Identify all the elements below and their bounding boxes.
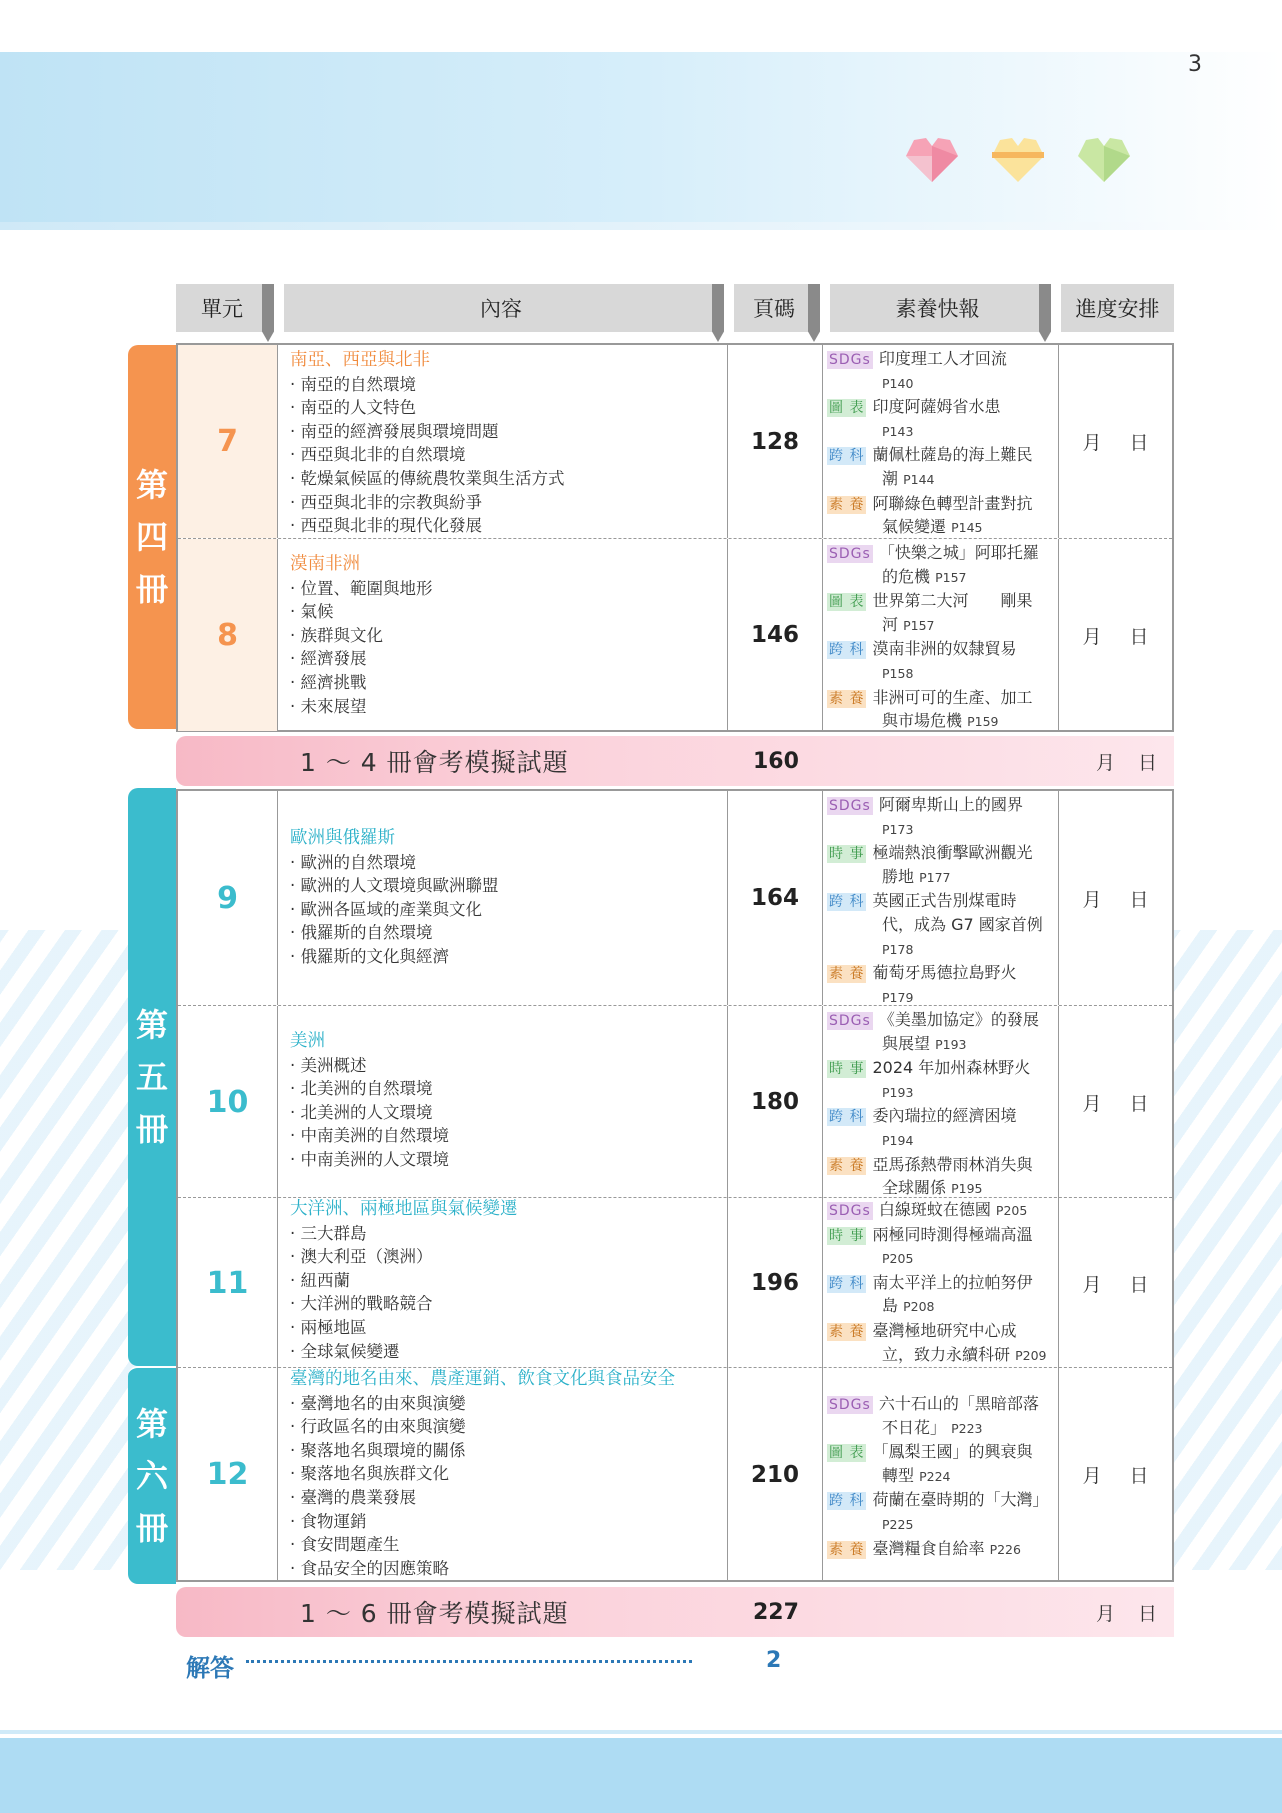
- header-unit: 單元: [176, 284, 268, 332]
- tag-chart: 圖 表: [829, 400, 865, 417]
- toc-table-volume-five-six: [176, 789, 1174, 1582]
- progress-cell[interactable]: 月 日: [1082, 432, 1149, 454]
- unit-number: 12: [178, 1368, 278, 1581]
- page-ref: 180: [728, 1006, 823, 1198]
- answer-page[interactable]: 2: [766, 1648, 782, 1673]
- page-ref: 164: [728, 791, 823, 1005]
- list-item: · 南亞的自然環境: [290, 373, 727, 397]
- list-item: · 食品安全的因應策略: [290, 1557, 727, 1581]
- header-band-line: [0, 222, 1282, 230]
- volume-char: 第: [135, 466, 168, 504]
- news-list: SDGs 阿爾卑斯山上的國界 P173 時 事 極端熱浪衝擊歐洲觀光 勝地 P177 跨 科 英國正式告別煤電時 代，成為 G7 國家首例 P178 素 養 葡萄牙馬德拉島野火 P179: [823, 791, 1059, 1005]
- list-item: · 聚落地名與族群文化: [290, 1462, 727, 1486]
- unit-content: [278, 1006, 728, 1198]
- progress-cell[interactable]: 月 日: [1082, 1465, 1149, 1487]
- list-item: · 西亞與北非的自然環境: [290, 443, 727, 467]
- answer-label[interactable]: 解答: [186, 1654, 234, 1682]
- list-item: · 經濟挑戰: [290, 671, 727, 695]
- list-item: · 行政區名的由來與演變: [290, 1415, 727, 1439]
- list-item: · 南亞的人文特色: [290, 396, 727, 420]
- volume-char: 四: [135, 518, 168, 556]
- unit-number: 8: [178, 539, 278, 731]
- unit-content: [278, 345, 728, 538]
- progress-cell[interactable]: 月 日: [1082, 625, 1149, 648]
- tag-cross: 跨 科: [829, 448, 865, 465]
- list-item: · 歐洲各區域的產業與文化: [290, 898, 727, 922]
- list-item: · 兩極地區: [290, 1316, 727, 1340]
- news-list: SDGs 印度理工人才回流 P140 圖 表 印度阿薩姆省水患 P143 跨 科 蘭佩杜薩島的海上難民 潮 P144 素 養 阿聯綠色轉型計畫對抗 氣候變遷 P145: [823, 345, 1059, 538]
- exam-page: 160: [753, 748, 799, 774]
- unit-title: 美洲: [290, 1031, 325, 1051]
- volume-char: 五: [135, 1058, 168, 1096]
- header-news: 素養快報: [830, 284, 1045, 332]
- green-heart-icon: [1078, 138, 1130, 182]
- list-item: · 俄羅斯的自然環境: [290, 921, 727, 945]
- unit-content: [278, 539, 728, 731]
- answer-leader-dots: [246, 1660, 692, 1663]
- list-item: · 俄羅斯的文化與經濟: [290, 945, 727, 969]
- list-item: · 歐洲的人文環境與歐洲聯盟: [290, 874, 727, 898]
- pink-heart-icon: [906, 138, 958, 182]
- unit-number: 9: [178, 791, 278, 1005]
- progress-cell[interactable]: 月 日: [1082, 1092, 1149, 1115]
- tag-literacy: 素 養: [829, 496, 865, 513]
- unit-title: 南亞、西亞與北非: [290, 350, 430, 370]
- page-ref: 210: [728, 1368, 823, 1581]
- unit-content: [278, 1198, 728, 1368]
- mock-exam-bar-1: 1 ～ 4 冊會考模擬試題 160 月 日: [176, 736, 1174, 786]
- list-item: · 乾燥氣候區的傳統農牧業與生活方式: [290, 467, 727, 491]
- page-ref: 146: [728, 539, 823, 731]
- list-item: · 位置、範圍與地形: [290, 577, 727, 601]
- progress-cell[interactable]: 月 日: [1082, 1273, 1149, 1296]
- header-progress: 進度安排: [1061, 284, 1174, 332]
- list-item: · 北美洲的自然環境: [290, 1077, 727, 1101]
- list-item: · 聚落地名與環境的關係: [290, 1439, 727, 1463]
- list-item: · 未來展望: [290, 695, 727, 719]
- volume-char: 第: [135, 1405, 168, 1443]
- list-item: · 經濟發展: [290, 647, 727, 671]
- list-item: · 中南美洲的人文環境: [290, 1148, 727, 1172]
- list-item: · 氣候: [290, 600, 727, 624]
- list-item: · 西亞與北非的宗教與紛爭: [290, 491, 727, 515]
- list-item: · 南亞的經濟發展與環境問題: [290, 420, 727, 444]
- table-row: [178, 1005, 1172, 1198]
- list-item: · 三大群島: [290, 1222, 727, 1246]
- volume-four-tab: [128, 345, 176, 729]
- list-item: · 北美洲的人文環境: [290, 1101, 727, 1125]
- list-item: · 澳大利亞（澳洲）: [290, 1245, 727, 1269]
- volume-char: 第: [135, 1006, 168, 1044]
- unit-title: 歐洲與俄羅斯: [290, 828, 395, 848]
- volume-five-tab: [128, 788, 176, 1366]
- header-content: 內容: [284, 284, 718, 332]
- table-row: [178, 1197, 1172, 1368]
- table-row: [178, 791, 1172, 1005]
- exam-title: 1 ～ 6 冊會考模擬試題: [300, 1599, 569, 1628]
- footer-band: [0, 1738, 1282, 1813]
- list-item: · 食物運銷: [290, 1510, 727, 1534]
- page-ref: 196: [728, 1198, 823, 1368]
- progress-cell[interactable]: 月 日: [1082, 888, 1149, 911]
- unit-content: [278, 791, 728, 1005]
- unit-number: 10: [178, 1006, 278, 1198]
- unit-content: [278, 1368, 728, 1581]
- unit-title: 臺灣的地名由來、農產運銷、飲食文化與食品安全: [290, 1369, 675, 1389]
- list-item: · 西亞與北非的現代化發展: [290, 514, 727, 538]
- volume-char: 冊: [135, 1509, 168, 1547]
- hearts-decoration: [900, 130, 1140, 190]
- unit-number: 11: [178, 1198, 278, 1368]
- unit-number: 7: [178, 345, 278, 538]
- news-list: SDGs 《美墨加協定》的發展 與展望 P193 時 事 2024 年加州森林野火 P193 跨 科 委內瑞拉的經濟困境 P194 素 養 亞馬孫熱帶雨林消失與 全球關係 P195: [823, 1006, 1059, 1198]
- page-number: 3: [1188, 52, 1202, 77]
- list-item: · 臺灣的農業發展: [290, 1486, 727, 1510]
- list-item: · 歐洲的自然環境: [290, 851, 727, 875]
- yellow-heart-icon: [992, 138, 1044, 182]
- page-ref: 128: [728, 345, 823, 538]
- list-item: · 食安問題產生: [290, 1533, 727, 1557]
- news-list: SDGs 白線斑蚊在德國 P205 時 事 兩極同時測得極端高溫 P205 跨 科 南太平洋上的拉帕努伊 島 P208 素 養 臺灣極地研究中心成 立，致力永續科研 P209: [823, 1198, 1059, 1368]
- volume-char: 冊: [135, 1110, 168, 1148]
- unit-title: 漠南非洲: [290, 554, 360, 574]
- list-item: · 中南美洲的自然環境: [290, 1124, 727, 1148]
- toc-table-volume-four: [176, 343, 1174, 732]
- list-item: · 族群與文化: [290, 624, 727, 648]
- mock-exam-bar-2: 1 ～ 6 冊會考模擬試題 227 月 日: [176, 1587, 1174, 1637]
- table-row: [178, 1367, 1172, 1581]
- volume-six-tab: [128, 1366, 176, 1584]
- list-item: · 大洋洲的戰略競合: [290, 1292, 727, 1316]
- list-item: · 全球氣候變遷: [290, 1340, 727, 1364]
- news-list: SDGs 六十石山的「黑暗部落 不日花」 P223 圖 表 「鳳梨王國」的興衰與 轉型 P224 跨 科 荷蘭在臺時期的「大灣」 P225 素 養 臺灣糧食自給率 P226: [823, 1368, 1059, 1581]
- list-item: · 紐西蘭: [290, 1269, 727, 1293]
- table-row: [178, 538, 1172, 731]
- exam-page: 227: [753, 1599, 799, 1625]
- list-item: · 美洲概述: [290, 1054, 727, 1078]
- tag-sdgs: SDGs: [829, 352, 871, 368]
- footer-line: [0, 1730, 1282, 1734]
- list-item: · 臺灣地名的由來與演變: [290, 1392, 727, 1416]
- header-page: 頁碼: [734, 284, 814, 332]
- table-row: [178, 345, 1172, 538]
- unit-title: 大洋洲、兩極地區與氣候變遷: [290, 1199, 518, 1219]
- exam-title: 1 ～ 4 冊會考模擬試題: [300, 748, 569, 777]
- news-list: SDGs 「快樂之城」阿耶托羅 的危機 P157 圖 表 世界第二大河 剛果 河 P157 跨 科 漠南非洲的奴隸貿易 P158 素 養 非洲可可的生產、加工 與市場危機 P159: [823, 539, 1059, 731]
- volume-char: 冊: [135, 570, 168, 608]
- volume-char: 六: [135, 1457, 168, 1495]
